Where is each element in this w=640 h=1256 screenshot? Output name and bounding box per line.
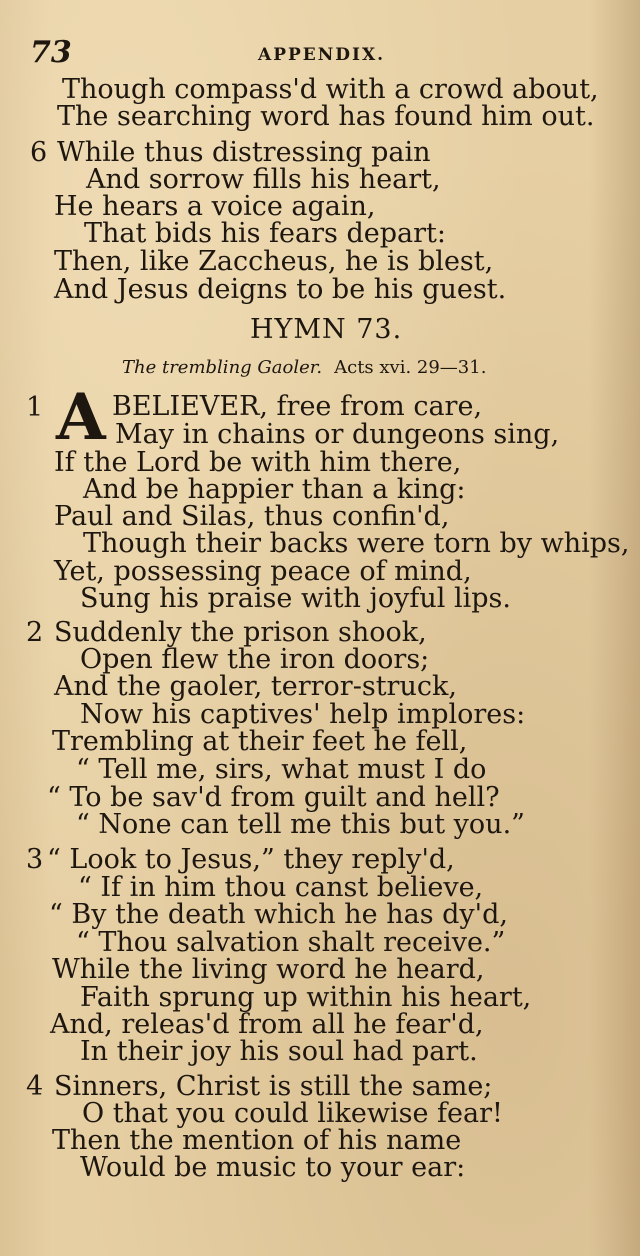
verse-line: And Jesus deigns to be his guest. [54,274,507,305]
verse-number: 4 [26,1071,44,1102]
verse-number: 1 [26,392,44,423]
verse-line: “ By the death which he has dy'd, [49,899,508,930]
verse-line: Sung his praise with joyful lips. [80,583,511,614]
verse-line: O that you could likewise fear! [82,1098,503,1129]
verse-line: “ Thou salvation shalt receive.” [76,927,506,958]
verse-line: Faith sprung up within his heart, [80,982,532,1013]
verse-line: Open flew the iron doors; [80,644,430,675]
hymn-title: HYMN 73. [250,314,403,345]
verse-line: Would be music to your ear: [80,1152,466,1183]
verse-line: And, releas'd from all he fear'd, [50,1009,484,1040]
verse-line: Now his captives' help implores: [80,699,526,730]
verse-line: While the living word he heard, [52,954,485,985]
verse-line: “ If in him thou canst believe, [78,872,484,903]
verse-line: Trembling at their feet he fell, [52,726,468,757]
drop-cap: A [56,380,106,455]
verse-line: Then, like Zaccheus, he is blest, [54,246,494,277]
verse-line: And sorrow fills his heart, [86,164,441,195]
verse-line: Paul and Silas, thus confin'd, [54,501,450,532]
verse-line: If the Lord be with him there, [54,447,462,478]
verse-line: May in chains or dungeons sing, [115,419,560,450]
verse-number: 2 [26,617,44,648]
verse-line: “ Look to Jesus,” they reply'd, [47,844,455,875]
verse-line: In their joy his soul had part. [80,1036,478,1067]
page-header [30,35,610,78]
verse-line: He hears a voice again, [54,191,376,222]
verse-line: And be happier than a king: [83,474,466,505]
hymn-subtitle [122,359,486,377]
verse-line: BELIEVER, free from care, [112,391,483,422]
verse-line: Though their backs were torn by whips, [83,528,630,559]
verse-line: “ Tell me, sirs, what must I do [76,754,487,785]
verse-line: Suddenly the prison shook, [54,617,427,648]
verse-line: While thus distressing pain [57,137,431,168]
verse-number: 3 [26,844,44,875]
scripture-reference: Acts xvi. 29—31. [334,357,487,378]
verse-line: “ None can tell me this but you.” [76,809,525,840]
verse-line: Though compass'd with a crowd about, [62,74,599,105]
verse-line: Then the mention of his name [52,1125,462,1156]
verse-number: 6 [30,137,48,168]
verse-line: That bids his fears depart: [84,218,446,249]
page-number: 73 [30,35,72,70]
verse-line: The searching word has found him out. [57,101,595,132]
verse-line: And the gaoler, terror-struck, [54,671,457,702]
verse-line: Yet, possessing peace of mind, [54,556,472,587]
verse-line: “ To be sav'd from guilt and hell? [47,782,500,813]
hymn-theme: The trembling Gaoler. [122,357,323,378]
running-head: APPENDIX. [258,45,386,65]
verse-line: Sinners, Christ is still the same; [54,1071,493,1102]
